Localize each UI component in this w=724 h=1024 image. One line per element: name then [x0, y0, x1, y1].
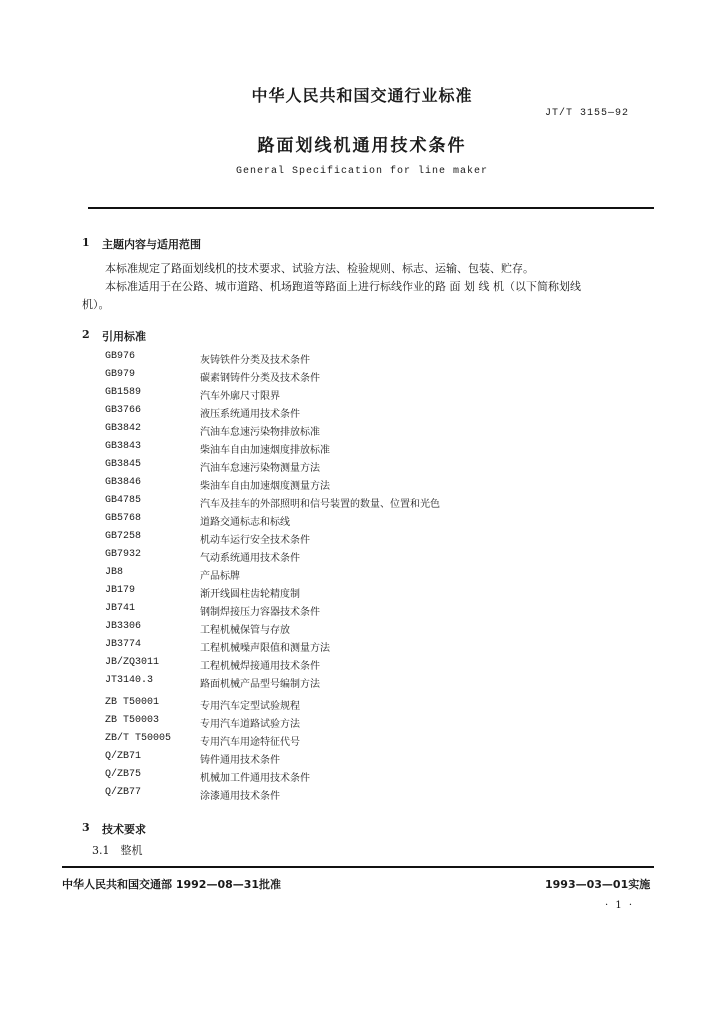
standard-code: JT/T 3155—92	[545, 108, 630, 119]
standard-name-cell: 工程机械焊接通用技术条件	[200, 661, 320, 672]
standard-name-cell: 铸件通用技术条件	[200, 755, 280, 766]
standard-code-cell: Q/ZB77	[105, 787, 142, 798]
document-title: 路面划线机通用技术条件	[257, 136, 467, 156]
standard-code-cell: GB976	[105, 351, 136, 362]
standard-name-cell: 灰铸铁件分类及技术条件	[200, 355, 310, 366]
standard-name-cell: 工程机械保管与存放	[200, 625, 290, 636]
standard-code-cell: JB741	[105, 603, 136, 614]
standard-name-cell: 汽车外廓尺寸限界	[200, 391, 280, 402]
header-rule	[88, 207, 654, 209]
standard-name-cell: 机动车运行安全技术条件	[200, 535, 310, 546]
subsection-3-1: 3.1 整机	[92, 844, 143, 857]
section-2-title: 引用标准	[102, 330, 146, 343]
standard-code-cell: ZB T50001	[105, 697, 160, 708]
standard-name-cell: 路面机械产品型号编制方法	[200, 679, 320, 690]
standard-name-cell: 涂漆通用技术条件	[200, 791, 280, 802]
standard-code-cell: ZB T50003	[105, 715, 160, 726]
standard-code-cell: GB3845	[105, 459, 142, 470]
standard-name-cell: 工程机械噪声限值和测量方法	[200, 643, 330, 654]
standard-code-cell: GB7932	[105, 549, 142, 560]
standard-code-cell: JB3774	[105, 639, 142, 650]
standard-code-cell: GB5768	[105, 513, 142, 524]
standard-code-cell: Q/ZB75	[105, 769, 142, 780]
standard-code-cell: GB7258	[105, 531, 142, 542]
standard-name-cell: 机械加工件通用技术条件	[200, 773, 310, 784]
standard-name-cell: 产品标牌	[200, 571, 240, 582]
section-3-title: 技术要求	[102, 823, 146, 836]
section-1-paragraph-1: 本标准规定了路面划线机的技术要求、试验方法、检验规则、标志、运输、包装、贮存。	[105, 262, 534, 275]
issuing-authority: 中华人民共和国交通行业标准	[251, 86, 473, 105]
standard-code-cell: JT3140.3	[105, 675, 154, 686]
standard-name-cell: 柴油车自由加速烟度排放标准	[200, 445, 330, 456]
section-2-number: 2	[82, 328, 90, 341]
standard-name-cell: 道路交通标志和标线	[200, 517, 290, 528]
standard-name-cell: 气动系统通用技术条件	[200, 553, 300, 564]
standard-name-cell: 专用汽车道路试验方法	[200, 719, 300, 730]
standard-code-cell: ZB/T T50005	[105, 733, 172, 744]
standard-code-cell: GB979	[105, 369, 136, 380]
standard-name-cell: 汽车及挂车的外部照明和信号装置的数量、位置和光色	[200, 499, 440, 510]
section-1-paragraph-2: 本标准适用于在公路、城市道路、机场跑道等路面上进行标线作业的路 面 划 线 机（以下简称划线	[105, 280, 581, 293]
standard-name-cell: 汽油车怠速污染物排放标准	[200, 427, 320, 438]
page-number: · 1 ·	[605, 900, 635, 911]
standard-code-cell: GB3842	[105, 423, 142, 434]
section-1-number: 1	[82, 236, 90, 249]
standard-code-cell: GB1589	[105, 387, 142, 398]
standard-code-cell: JB8	[105, 567, 124, 578]
standard-code-cell: GB3766	[105, 405, 142, 416]
standard-name-cell: 碳素钢铸件分类及技术条件	[200, 373, 320, 384]
standard-name-cell: 液压系统通用技术条件	[200, 409, 300, 420]
document-subtitle: General Specification for line maker	[235, 166, 489, 177]
footer-rule	[62, 866, 654, 868]
standard-code-cell: GB3843	[105, 441, 142, 452]
standard-code-cell: GB3846	[105, 477, 142, 488]
standard-code-cell: JB/ZQ3011	[105, 657, 160, 668]
section-1-paragraph-2-cont: 机）。	[82, 298, 110, 311]
standard-name-cell: 柴油车自由加速烟度测量方法	[200, 481, 330, 492]
standard-name-cell: 专用汽车定型试验规程	[200, 701, 300, 712]
standard-code-cell: JB179	[105, 585, 136, 596]
standard-name-cell: 钢制焊接压力容器技术条件	[200, 607, 320, 618]
footer-issuer: 中华人民共和国交通部 1992—08—31批准	[62, 878, 282, 891]
standard-code-cell: GB4785	[105, 495, 142, 506]
footer-implementation-date: 1993—03—01实施	[545, 878, 651, 891]
section-1-title: 主题内容与适用范围	[102, 238, 201, 251]
standard-name-cell: 专用汽车用途特征代号	[200, 737, 300, 748]
standard-code-cell: Q/ZB71	[105, 751, 142, 762]
section-3-number: 3	[82, 821, 90, 834]
standard-name-cell: 汽油车怠速污染物测量方法	[200, 463, 320, 474]
standard-name-cell: 渐开线圆柱齿轮精度制	[200, 589, 300, 600]
standard-code-cell: JB3306	[105, 621, 142, 632]
